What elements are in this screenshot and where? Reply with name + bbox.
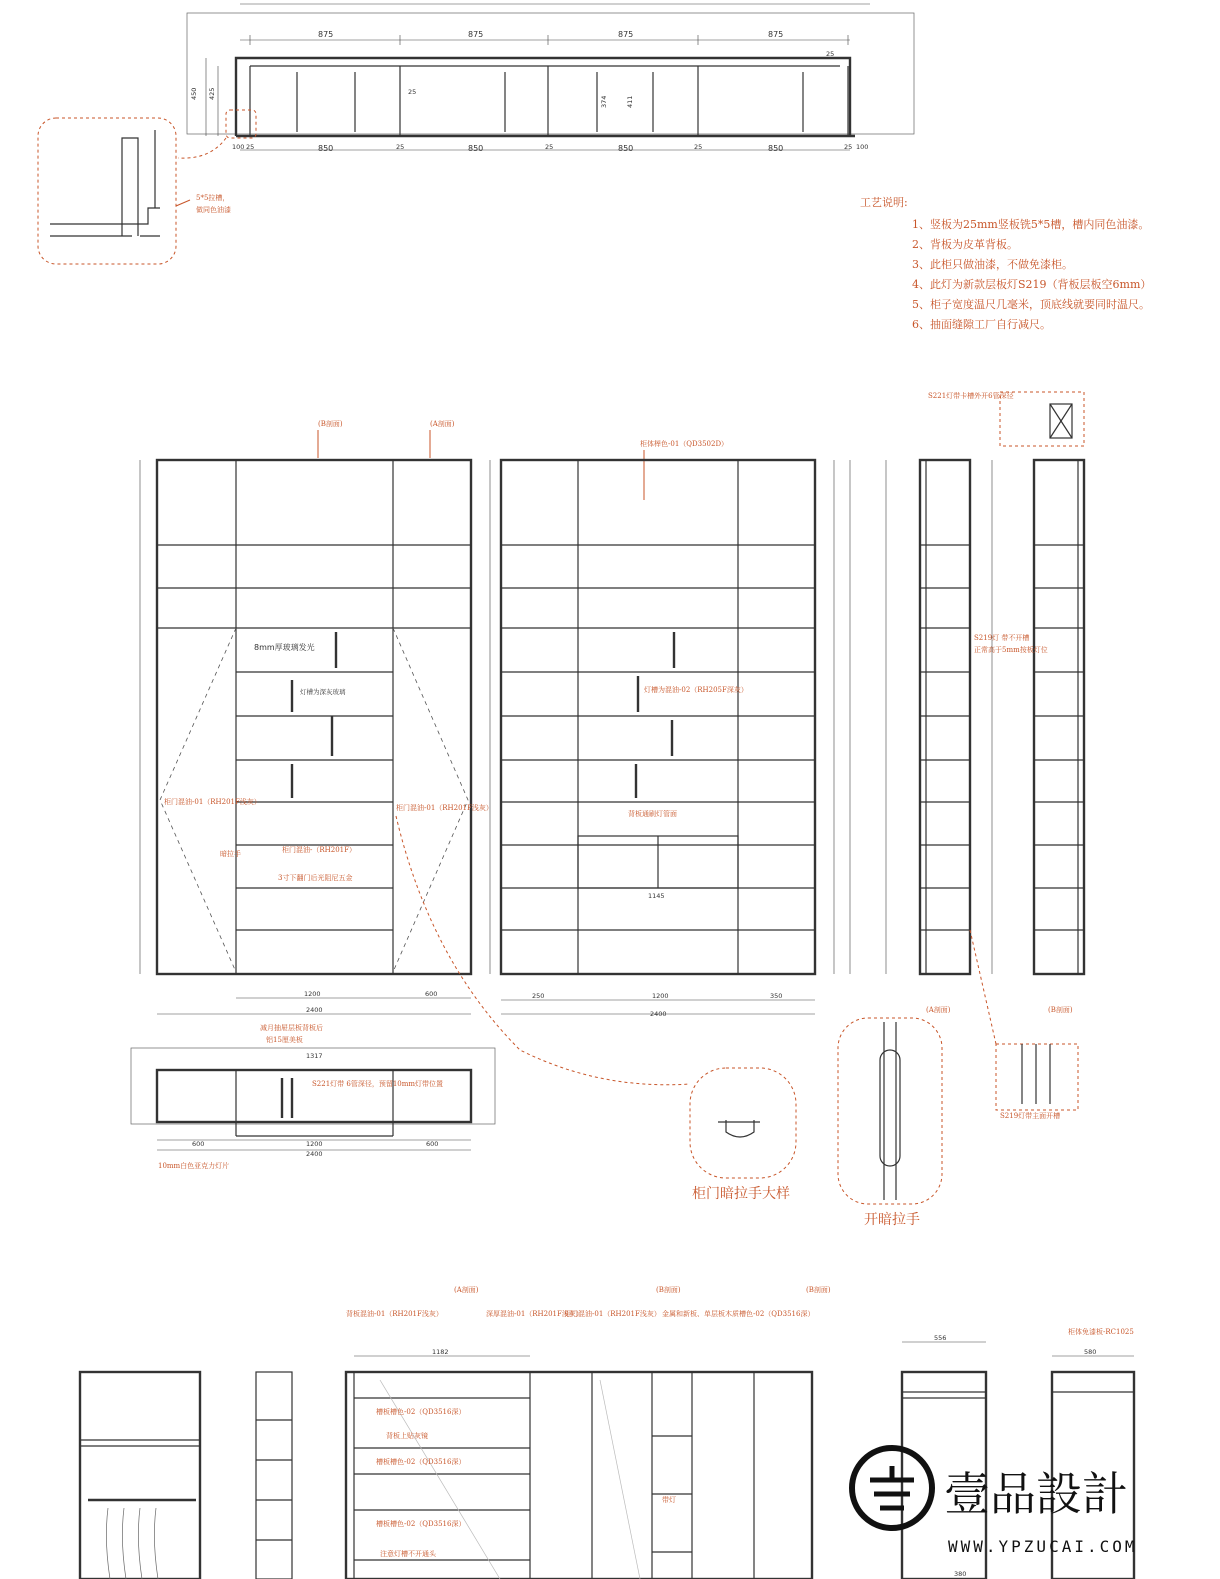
- bottom-note-4: 金属和新板、单层板木质槽色-02（QD3516深）: [662, 1310, 815, 1318]
- inner-note-2: 背板上贴灰镜: [386, 1432, 428, 1440]
- hinge-note: 3寸下翻门后光阻尼五金: [278, 874, 353, 882]
- section-note-3: 正常高于5mm按板灯位: [974, 646, 1048, 654]
- glass-note: 8mm厚玻璃发光: [254, 643, 315, 652]
- door-note-left: 柜门混油-01（RH201F浅灰）: [164, 798, 261, 806]
- detail-label-1: 5*5拉槽，: [196, 194, 230, 202]
- section-tag-b: (B剖面): [1048, 1006, 1073, 1014]
- bot-dim-8: 25: [694, 143, 703, 151]
- logo-name: 壹品設計: [944, 1467, 1128, 1521]
- inner-note-1: 槽板槽色-02（QD3516深）: [376, 1408, 466, 1416]
- bot-dim-2: 25: [246, 143, 255, 151]
- bottom-dim-2: 556: [934, 1334, 947, 1342]
- bot-dim-5: 850: [468, 144, 484, 153]
- bottom-tag-a: (A剖面): [454, 1286, 479, 1294]
- inner-note-6: 带灯: [662, 1496, 676, 1504]
- elev1-tag-a: (A剖面): [430, 420, 455, 428]
- bot-dim-6: 25: [545, 143, 554, 151]
- plan-note-3: S221灯带 6管深径，预留10mm灯带位置: [312, 1080, 444, 1088]
- note-2: 2、背板为皮革背板。: [912, 238, 1018, 251]
- notes-title: 工艺说明:: [860, 196, 908, 209]
- elevation-front: [140, 419, 493, 1014]
- side-sections: [886, 391, 1084, 1120]
- inner-note-5: 注意灯槽不开通头: [380, 1550, 436, 1558]
- section-note-2: S219灯 带不开槽: [974, 634, 1030, 642]
- brand-logo: [852, 1448, 1138, 1556]
- elev2-back-note: 背板通刷灯管面: [628, 810, 677, 818]
- elev1-dim-1: 1200: [304, 990, 321, 998]
- top-dim-2: 875: [468, 30, 484, 39]
- bottom-dim-3: 580: [1084, 1348, 1097, 1356]
- bottom-dim-1: 1182: [432, 1348, 449, 1356]
- v-dim-4: 411: [626, 95, 634, 108]
- plan-dim-1: 1317: [306, 1052, 323, 1060]
- note-5: 5、柜子宽度温尺几毫米，顶底线就要同时温尺。: [912, 298, 1150, 311]
- v-dim-5: 25: [408, 88, 417, 96]
- inner-note-4: 槽板槽色-02（QD3516深）: [376, 1520, 466, 1528]
- middle-plan-view: [131, 816, 690, 1170]
- elev2-dim-4: 350: [770, 992, 783, 1000]
- elev2-body-note: 柜体榉色-01（QD3502D）: [640, 440, 729, 448]
- bot-dim-4: 25: [396, 143, 405, 151]
- v-dim-1: 450: [190, 87, 198, 100]
- bot-dim-11: 100: [856, 143, 869, 151]
- bot-dim-1: 100: [232, 143, 245, 151]
- lamp-note: 灯槽为深灰玻璃: [300, 688, 346, 696]
- bot-dim-7: 850: [618, 144, 634, 153]
- v-dim-2: 425: [208, 87, 216, 100]
- inner-note-3: 槽板槽色-02（QD3516深）: [376, 1458, 466, 1466]
- bottom-elevations: [80, 1285, 1134, 1579]
- bot-dim-10: 25: [844, 143, 853, 151]
- section-note-4: S219灯带主面开槽: [1000, 1112, 1061, 1120]
- plan-note-2: 铝15厘美板: [266, 1036, 303, 1044]
- bottom-note-5: 柜体免漆板-RC1025: [1068, 1328, 1134, 1336]
- logo-url: WWW.YPZUCAI.COM: [948, 1537, 1138, 1556]
- plan-dim-5: 2400: [306, 1150, 323, 1158]
- elev2-dim-1: 250: [532, 992, 545, 1000]
- elev1-dim-2: 600: [425, 990, 438, 998]
- top-plan-view: [38, 4, 914, 264]
- plan-note-4: 10mm白色亚克力灯片: [158, 1162, 230, 1170]
- door-note-right: 柜门混油-01（RH201F浅灰）: [396, 804, 493, 812]
- handle-detail-label: 柜门暗拉手大样: [692, 1186, 790, 1202]
- logo-mark-icon: [870, 1466, 914, 1508]
- note-3: 3、此柜只做油漆，不做免漆柜。: [912, 258, 1073, 271]
- detail-label-2: 做同色油漆: [196, 206, 231, 214]
- note-4: 4、此灯为新款层板灯S219（背板层板空6mm）: [912, 278, 1152, 291]
- bottom-note-1: 背板混油-01（RH201F浅灰）: [346, 1310, 443, 1318]
- elev2-dim-3: 1200: [652, 992, 669, 1000]
- bottom-note-3: 柜门混油-01（RH201F浅灰）: [564, 1310, 661, 1318]
- bottom-note-2: 深厚混油-01（RH201F浅灰）: [486, 1310, 583, 1318]
- v-dim-6: 25: [826, 50, 835, 58]
- section-note-1: S221灯带卡槽外开6管深径: [928, 392, 1014, 400]
- door-note-mid: 柜门混油-（RH201F）: [282, 846, 356, 854]
- elevation-open: [501, 439, 850, 1018]
- bot-dim-9: 850: [768, 144, 784, 153]
- open-handle-label: 开暗拉手: [864, 1212, 920, 1228]
- top-dim-3: 875: [618, 30, 634, 39]
- plan-note-1: 减月抽屉层板背板后: [260, 1024, 323, 1032]
- plan-dim-2: 1200: [306, 1140, 323, 1148]
- handle-details: [690, 1018, 942, 1228]
- note-1: 1、竖板为25mm竖板铣5*5槽，槽内同色油漆。: [912, 218, 1150, 231]
- elev1-dim-3: 2400: [306, 1006, 323, 1014]
- plan-dim-4: 600: [426, 1140, 439, 1148]
- handle-note: 暗拉手: [220, 850, 241, 858]
- bot-dim-3: 850: [318, 144, 334, 153]
- elev2-dim-8: 1145: [648, 892, 665, 900]
- elev2-lamp-note: 灯槽为混油-02（RH205F深灰）: [644, 686, 748, 694]
- elev2-dim-6: 2400: [650, 1010, 667, 1018]
- v-dim-3: 374: [600, 95, 608, 108]
- process-notes: [860, 196, 1151, 331]
- top-dim-4: 875: [768, 30, 784, 39]
- elev1-tag-b: (B剖面): [318, 420, 343, 428]
- section-tag-a: (A剖面): [926, 1006, 951, 1014]
- bottom-tag-b1: (B剖面): [656, 1286, 681, 1294]
- plan-dim-3: 600: [192, 1140, 205, 1148]
- bottom-tag-b2: (B剖面): [806, 1286, 831, 1294]
- note-6: 6、抽面缝隙工厂自行减尺。: [912, 318, 1051, 331]
- section-shelves: [920, 545, 1084, 930]
- bottom-dim-4: 380: [954, 1570, 967, 1578]
- top-dim-1: 875: [318, 30, 334, 39]
